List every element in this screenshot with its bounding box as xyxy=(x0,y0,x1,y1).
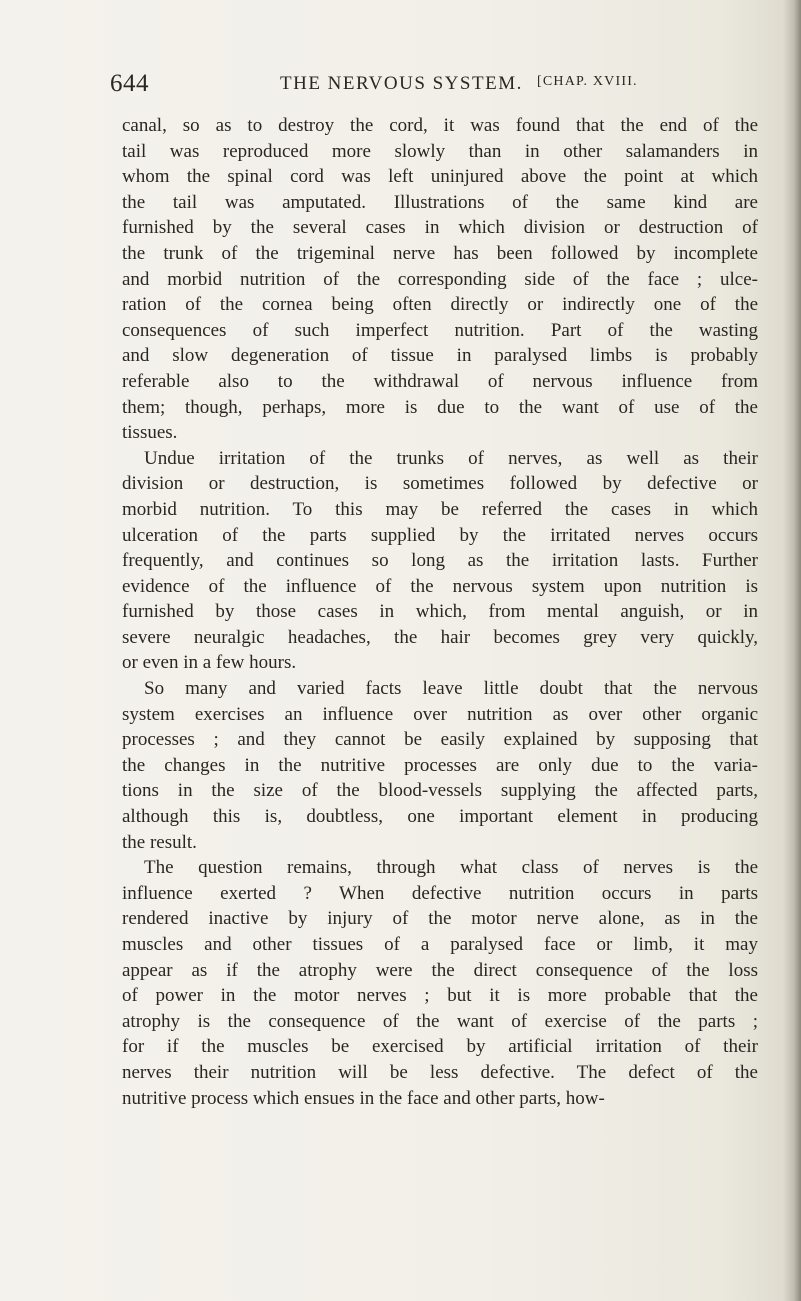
text-line: the changes in the nutritive processes are only due to the varia- xyxy=(122,754,758,776)
text-line: influence exerted ? When defective nutrition occurs in parts xyxy=(122,882,758,904)
text-line: ration of the cornea being often directly or indirectly one of the xyxy=(122,294,758,316)
text-line: nutritive process which ensues in the face and other parts, how- xyxy=(122,1087,605,1109)
text-line: the tail was amputated. Illustrations of the same kind are xyxy=(122,191,758,213)
text-line: and morbid nutrition of the corresponding side of the face ; ulce- xyxy=(122,268,758,290)
text-line: furnished by the several cases in which division or destruction of xyxy=(122,217,758,239)
text-line: appear as if the atrophy were the direct consequence of the loss xyxy=(122,959,758,981)
text-line: for if the muscles be exercised by artificial irritation of their xyxy=(122,1036,758,1058)
text-line: rendered inactive by injury of the motor nerve alone, as in the xyxy=(122,908,758,930)
paragraph xyxy=(122,855,758,1111)
text-line: whom the spinal cord was left uninjured above the point at which xyxy=(122,166,758,188)
running-header xyxy=(110,70,750,100)
body-text xyxy=(122,113,758,1111)
page-number: 644 xyxy=(110,70,149,97)
text-line: Undue irritation of the trunks of nerves, as well as their xyxy=(144,447,758,469)
running-title: THE NERVOUS SYSTEM. xyxy=(280,73,523,94)
text-line: So many and varied facts leave little doubt that the nervous xyxy=(144,678,758,700)
text-line: of power in the motor nerves ; but it is more probable that the xyxy=(122,985,758,1007)
text-line: atrophy is the consequence of the want of exercise of the parts ; xyxy=(122,1010,758,1032)
text-line: although this is, doubtless, one important element in producing xyxy=(122,806,758,828)
text-line: or even in a few hours. xyxy=(122,652,297,674)
text-line: system exercises an influence over nutrition as over other organic xyxy=(122,703,758,725)
text-line: evidence of the influence of the nervous system upon nutrition is xyxy=(122,575,758,597)
paragraph xyxy=(122,113,758,446)
paragraph xyxy=(122,676,758,855)
text-line: consequences of such imperfect nutrition. Part of the wasting xyxy=(122,319,758,341)
text-line: nerves their nutrition will be less defective. The defect of the xyxy=(122,1061,758,1083)
page-edge-shadow xyxy=(783,0,801,1301)
text-line: and slow degeneration of tissue in paralysed limbs is probably xyxy=(122,345,758,367)
text-line: tail was reproduced more slowly than in other salamanders in xyxy=(122,140,758,162)
text-line: frequently, and continues so long as the irritation lasts. Further xyxy=(122,550,758,572)
text-line: them; though, perhaps, more is due to the want of use of the xyxy=(122,396,758,418)
text-line: muscles and other tissues of a paralysed face or limb, it may xyxy=(122,934,758,955)
text-line: division or destruction, is sometimes followed by defective or xyxy=(122,473,758,495)
chapter-label: [CHAP. XVIII. xyxy=(537,74,638,89)
text-line: furnished by those cases in which, from mental anguish, or in xyxy=(122,601,758,623)
text-line: the trunk of the trigeminal nerve has been followed by incomplete xyxy=(122,242,758,264)
text-line: ulceration of the parts supplied by the irritated nerves occurs xyxy=(122,524,758,546)
text-line: tions in the size of the blood-vessels supplying the affected parts, xyxy=(122,780,758,802)
text-line: severe neuralgic headaches, the hair becomes grey very quickly, xyxy=(122,626,758,648)
text-line: the result. xyxy=(122,831,197,853)
text-line: canal, so as to destroy the cord, it was found that the end of the xyxy=(122,115,758,136)
text-line: The question remains, through what class of nerves is the xyxy=(144,857,758,879)
text-line: morbid nutrition. To this may be referred the cases in which xyxy=(122,498,758,520)
paragraph xyxy=(122,446,758,676)
text-line: tissues. xyxy=(122,422,178,444)
text-line: processes ; and they cannot be easily explained by supposing that xyxy=(122,729,758,751)
text-line: referable also to the withdrawal of nervous influence from xyxy=(122,370,758,392)
